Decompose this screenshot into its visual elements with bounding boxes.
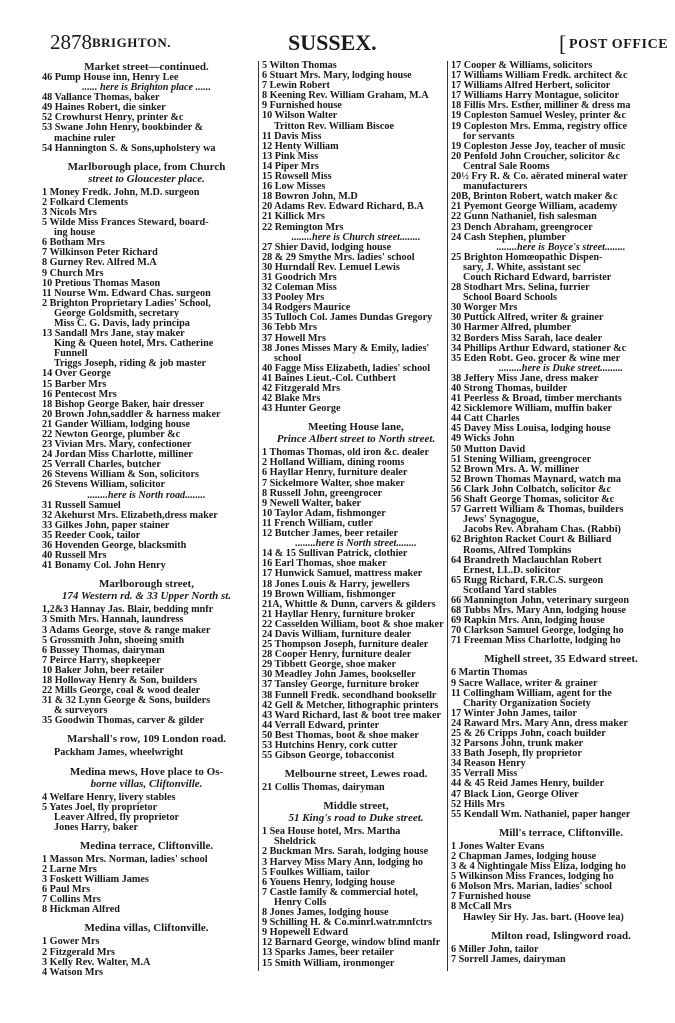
directory-entry: 12 Barnard George, window blind manfr — [262, 938, 441, 949]
directory-entry: 37 Howell Mrs — [262, 333, 326, 344]
entry-continuation: school — [274, 353, 302, 364]
directory-entry: Jews' Synagogue, — [463, 515, 539, 526]
directory-entry: Packham James, wheelwright — [54, 748, 184, 759]
directory-entry: 30 Meadley John James, bookseller — [262, 670, 416, 681]
street-heading: Medina mews, Hove place to Os- — [69, 765, 224, 778]
directory-entry: 52 Brown Mrs. A. W. milliner — [451, 464, 580, 475]
directory-entry: 42 Sicklemore William, muffin baker — [451, 404, 613, 415]
directory-entry: 15 Barber Mrs — [42, 379, 107, 390]
directory-entry: School Board Schools — [463, 293, 557, 304]
entry-continuation: & surveyors — [54, 706, 108, 717]
street-heading: Medina villas, Cliftonville. — [84, 922, 209, 935]
directory-entry: 17 Hunwick Samuel, mattress maker — [262, 569, 423, 580]
directory-entry: 35 Goodwin Thomas, carver & gilder — [42, 716, 205, 727]
directory-entry: Tritton Rev. William Biscoe — [274, 121, 394, 132]
directory-entry: 24 Cash Stephen, plumber — [451, 232, 566, 243]
directory-entry: 19 Copleston Samuel Wesley, printer &c — [451, 111, 627, 122]
directory-entry: 37 Tansley George, furniture broker — [262, 680, 420, 691]
directory-entry: 40 Strong Thomas, builder — [451, 384, 568, 394]
directory-entry: 18 Fillis Mrs. Esther, milliner & dress ma — [451, 101, 631, 112]
directory-entry: 35 Reeder Cook, tailor — [42, 530, 141, 541]
directory-entry: 15 Rowsell Miss — [262, 172, 332, 183]
directory-entry: 30 Hurndall Rev. Lemuel Lewis — [262, 262, 400, 273]
directory-entry: 4 Welfare Henry, livery stables — [42, 792, 176, 803]
directory-entry: 14 Piper Mrs — [262, 161, 319, 172]
directory-entry: 28 Cooper Henry, furniture dealer — [262, 650, 412, 661]
street-heading: Meeting House lane, — [308, 421, 404, 434]
directory-entry: 21 Killick Mrs — [262, 212, 325, 223]
directory-entry: 21A, Whittle & Dunn, carvers & gilders — [262, 599, 436, 610]
directory-entry: 1 Gower Mrs — [42, 937, 100, 948]
entry-continuation: Ernest, LL.D. solicitor — [463, 565, 561, 576]
directory-entry: 38 Jeffery Miss Jane, dress maker — [451, 373, 599, 384]
street-heading: Mighell street, 35 Edward street. — [484, 653, 638, 666]
directory-entry: Triggs Joseph, riding & job master — [54, 359, 207, 370]
street-subheading: street to Gloucester place. — [88, 172, 205, 185]
entry-continuation: Rooms, Alfred Tompkins — [463, 545, 572, 556]
directory-entry: 20 Brown John,saddler & harness maker — [42, 409, 221, 420]
entry-continuation: Funnell — [54, 349, 88, 360]
street-heading: Marshall's row, 109 London road. — [66, 733, 227, 746]
directory-entry: 7 Lewin Robert — [262, 81, 330, 92]
directory-entry: Couch Richard Edward, barrister — [463, 272, 612, 283]
continued-heading: Market street—continued. — [84, 61, 209, 73]
street-heading: Medina terrace, Cliftonville. — [79, 839, 214, 852]
directory-entry: 6 Bussey Thomas, dairyman — [42, 645, 165, 656]
directory-entry: 12 Henty William — [262, 141, 339, 152]
directory-columns — [42, 61, 668, 1011]
directory-entry: 35 Tulloch Col. James Dundas Gregory — [262, 313, 433, 324]
directory-entry: 17 Williams Harry Montague, solicitor — [451, 91, 619, 102]
directory-entry: 64 Brandreth Maclauchlan Robert — [451, 555, 602, 566]
directory-entry: 44 Catt Charles — [451, 414, 520, 425]
directory-entry: 3 Smith Mrs. Hannah, laundress — [42, 615, 184, 626]
directory-entry: 22 Newton George, plumber &c — [42, 430, 181, 440]
directory-entry: 7 Peirce Harry, shopkeeper — [42, 655, 161, 666]
directory-entry: 28 Stodhart Mrs. Selina, furrier — [451, 283, 590, 294]
directory-entry: 19 Copleston Jesse Joy, teacher of music — [451, 141, 626, 152]
directory-entry: 8 Jones James, lodging house — [262, 908, 389, 919]
directory-entry: 62 Brighton Racket Court & Billiard — [451, 535, 612, 546]
directory-entry: King & Queen hotel, Mrs. Catherine — [54, 339, 214, 350]
directory-entry: 11 French William, cutler — [262, 518, 373, 529]
street-heading: Mill's terrace, Cliftonville. — [498, 826, 623, 839]
town-heading: BRIGHTON. — [92, 35, 172, 50]
bracket-glyph: [ — [559, 31, 567, 56]
directory-entry: 26 Stevens William & Son, solicitors — [42, 470, 199, 481]
directory-entry: 32 Parsons John, trunk maker — [451, 739, 584, 750]
directory-entry: 21 Hayllar Henry, furniture broker — [262, 609, 416, 620]
directory-entry: 27 Shier David, lodging house — [262, 242, 392, 253]
directory-entry: 33 Bath Joseph, fly proprietor — [451, 749, 582, 760]
directory-entry: 46 Pump House inn, Henry Lee — [42, 73, 179, 83]
directory-entry: 13 Sandall Mrs Jane, stay maker — [42, 329, 185, 340]
directory-entry: 32 Borders Miss Sarah, lace dealer — [451, 333, 603, 344]
directory-entry: 8 Gurney Rev. Alfred M.A — [42, 258, 157, 269]
directory-entry: 6 Miller John, tailor — [451, 944, 539, 955]
directory-entry: 6 Martin Thomas — [451, 668, 528, 679]
directory-entry: 55 Gibson George, tobacconist — [262, 751, 395, 762]
directory-entry: 1 Sea House hotel, Mrs. Martha — [262, 827, 401, 838]
directory-entry: 41 Baines Lieut.-Col. Cuthbert — [262, 373, 396, 384]
directory-entry: 9 Sacre Wallace, writer & grainer — [451, 678, 598, 689]
directory-entry: 24 Davis William, furniture dealer — [262, 629, 412, 640]
directory-entry: 53 Hutchins Henry, cork cutter — [262, 741, 398, 751]
entry-continuation: Henry Colls — [274, 897, 327, 908]
directory-entry: 23 Dench Abraham, greengrocer — [451, 222, 593, 233]
directory-entry: 44 & 45 Reid James Henry, builder — [451, 779, 605, 790]
directory-entry: 8 Hickman Alfred — [42, 905, 120, 916]
street-subheading: borne villas, Cliftonville. — [90, 777, 203, 790]
entry-continuation: machine ruler — [54, 133, 116, 144]
entry-continuation: George Goldsmith, secretary — [54, 308, 180, 319]
entry-continuation: manufacturers — [463, 182, 528, 193]
directory-entry: 1 Jones Walter Evans — [451, 841, 545, 852]
directory-entry: 52 Hills Mrs — [451, 799, 505, 810]
directory-entry: 20 Penfold John Croucher, solicitor &c — [451, 151, 621, 162]
directory-entry: 7 Sickelmore Walter, shoe maker — [262, 478, 405, 489]
directory-entry: 1 Money Fredk. John, M.D. surgeon — [42, 187, 200, 198]
directory-entry: 9 Schilling H. & Co.minrl.watr.mnfctrs — [262, 918, 432, 929]
directory-entry: 25 Verrall Charles, butcher — [42, 460, 161, 471]
directory-entry: 9 Furnished house — [262, 101, 342, 112]
directory-entry: 18 Bowron John, M.D — [262, 192, 358, 203]
directory-entry: 21 Collis Thomas, dairyman — [262, 783, 385, 794]
directory-entry: 3 & 4 Nightingale Miss Eliza, lodging ho — [451, 862, 626, 873]
directory-entry: 10 Pretious Thomas Mason — [42, 278, 161, 289]
directory-entry: 2 Folkard Clements — [42, 197, 129, 208]
directory-entry: 14 Over George — [42, 369, 111, 380]
directory-entry: 5 Wilde Miss Frances Steward, board- — [42, 218, 209, 229]
directory-entry: 49 Haines Robert, die sinker — [42, 103, 166, 114]
directory-entry: 21 Gander William, lodging house — [42, 419, 191, 430]
county-heading: SUSSEX. — [288, 30, 377, 55]
directory-entry: 8 McCall Mrs — [451, 902, 512, 913]
directory-entry: 1 Thomas Thomas, old iron &c. dealer — [262, 448, 429, 459]
directory-entry: 22 Gunn Nathaniel, fish salesman — [451, 212, 597, 223]
directory-entry: 23 Vivian Mrs. Mary, confectioner — [42, 440, 192, 451]
directory-entry: 9 Church Mrs — [42, 268, 104, 279]
directory-entry: 42 Blake Mrs — [262, 394, 321, 405]
directory-entry: 22 Casselden William, boot & shoe maker — [262, 619, 444, 630]
street-heading: Marlborough place, from Church — [67, 160, 226, 173]
directory-entry: 18 Holloway Henry & Son, builders — [42, 675, 198, 686]
directory-entry: 52 Crowhurst Henry, printer &c — [42, 113, 184, 124]
directory-entry: 6 Stuart Mrs. Mary, lodging house — [262, 71, 412, 82]
directory-entry: 32 Coleman Miss — [262, 283, 337, 294]
street-heading: Middle street, — [323, 800, 389, 813]
directory-entry: 6 Youens Henry, lodging house — [262, 877, 395, 888]
directory-entry: 31 Goodrich Mrs — [262, 272, 337, 283]
street-junction-note: ........here is Church street........ — [291, 232, 421, 243]
directory-entry: 49 Wicks John — [451, 434, 515, 445]
directory-entry: 3 Adams George, stove & range maker — [42, 625, 211, 636]
directory-entry: 6 Paul Mrs — [42, 885, 91, 896]
directory-entry: 48 Vallance Thomas, baker — [42, 93, 160, 104]
directory-entry: 5 Yates Joel, fly proprietor — [42, 802, 158, 813]
directory-entry: 38 Jones Misses Mary & Emily, ladies' — [262, 343, 430, 354]
directory-entry: 5 Foulkes William, tailor — [262, 867, 370, 878]
directory-entry: 40 Russell Mrs — [42, 551, 107, 562]
directory-entry: 6 Hayllar Henry, furniture dealer — [262, 468, 408, 479]
column-3 — [447, 61, 671, 971]
directory-entry: 45 Davey Miss Louisa, lodging house — [451, 424, 611, 435]
directory-entry: 10 Taylor Adam, fishmonger — [262, 508, 386, 519]
directory-entry: 3 Nicols Mrs — [42, 207, 97, 218]
directory-entry: 7 Collins Mrs — [42, 895, 101, 906]
directory-entry: 54 Hannington S. & Sons,upholstery wa — [42, 143, 216, 154]
directory-entry: 13 Pink Miss — [262, 151, 319, 162]
directory-entry: 34 Rodgers Maurice — [262, 303, 351, 314]
entry-continuation: Sheldrick — [274, 837, 316, 848]
street-junction-note: ........here is North street........ — [295, 539, 417, 550]
directory-entry: 2 Larne Mrs — [42, 865, 97, 875]
directory-entry: 17 Williams Alfred Herbert, solicitor — [451, 81, 611, 92]
directory-entry: 40 Fagge Miss Elizabeth, ladies' school — [262, 363, 431, 374]
street-subheading: Prince Albert street to North street. — [276, 433, 436, 446]
directory-entry: 13 Sparks James, beer retailer — [262, 948, 394, 959]
directory-entry: 20B, Brinton Robert, watch maker &c — [451, 192, 618, 203]
directory-entry: 2 Brighton Proprietary Ladies' School, — [42, 298, 211, 309]
directory-entry: 34 Phillips Arthur Edward, stationer &c — [451, 343, 627, 354]
directory-entry: 11 Collingham William, agent for the — [451, 688, 612, 699]
directory-entry: 3 Harvey Miss Mary Ann, lodging ho — [262, 857, 424, 868]
directory-entry: 20 Adams Rev. Edward Richard, B.A — [262, 202, 424, 213]
directory-entry: 30 Puttick Alfred, writer & grainer — [451, 313, 604, 324]
directory-entry: 53 Swane John Henry, bookbinder & — [42, 123, 204, 134]
directory-entry: 9 Newell Walter, baker — [262, 498, 362, 509]
directory-entry: 20½ Fry R. & Co. aërated mineral water — [451, 172, 628, 183]
entry-continuation: Miss C. G. Davis, lady principa — [54, 318, 190, 329]
entry-continuation: Charity Organization Society — [463, 698, 591, 709]
directory-entry: 8 Russell John, greengrocer — [262, 488, 383, 499]
directory-entry: 69 Rapkin Mrs. Ann, lodging house — [451, 616, 605, 627]
directory-entry: 56 Clark John Colbatch, solicitor &c — [451, 484, 611, 495]
directory-entry: 25 Brighton Homœopathic Dispen- — [451, 252, 603, 263]
directory-entry: 50 Best Thomas, boot & shoe maker — [262, 730, 419, 741]
street-subheading: 174 Western rd. & 33 Upper North st. — [61, 590, 232, 603]
directory-entry: Hawley Sir Hy. Jas. bart. (Hoove lea) — [463, 912, 624, 923]
directory-entry: 7 Sorrell James, dairyman — [451, 954, 566, 965]
directory-entry: 17 Winter John James, tailor — [451, 708, 577, 719]
directory-entry: 1,2&3 Hannay Jas. Blair, bedding mnfr — [42, 605, 214, 616]
directory-entry: 6 Molson Mrs. Marian, ladies' school — [451, 882, 613, 893]
directory-entry: 11 Nourse Wm. Edward Chas. surgeon — [42, 288, 211, 299]
directory-entry: 26 Stevens William, solicitor — [42, 480, 166, 491]
directory-entry: 32 Akehurst Mrs. Elizabeth,dress maker — [42, 510, 218, 521]
directory-entry: 21 Pyemont George William, academy — [451, 202, 618, 213]
directory-entry: Jones Harry, baker — [54, 822, 139, 833]
directory-entry: 18 Bishop George Baker, hair dresser — [42, 399, 205, 410]
directory-entry: 44 Verrall Edward, printer — [262, 720, 380, 731]
directory-entry: 22 Remington Mrs — [262, 222, 344, 233]
page-header — [50, 30, 675, 56]
directory-entry: 7 Castle family & commercial hotel, — [262, 887, 418, 898]
directory-entry: Scotland Yard stables — [463, 585, 557, 596]
directory-entry: 36 Tebb Mrs — [262, 323, 317, 334]
directory-entry: 22 Mills George, coal & wood dealer — [42, 686, 201, 697]
street-subheading: 51 King's road to Duke street. — [288, 812, 424, 825]
directory-entry: 42 Fitzgerald Mrs — [262, 384, 341, 394]
directory-entry: 30 Worger Mrs — [451, 303, 518, 314]
directory-entry: 19 Brown William, fishmonger — [262, 589, 396, 600]
directory-entry: 3 Foskett William James — [42, 875, 149, 886]
entry-continuation: Jacobs Rev. Abraham Chas. (Rabbi) — [463, 525, 621, 536]
directory-entry: 17 Cooper & Williams, solicitors — [451, 61, 593, 71]
directory-entry: 7 Wilkinson Peter Richard — [42, 248, 158, 259]
directory-entry: 19 Copleston Mrs. Emma, registry office — [451, 121, 628, 132]
directory-entry: 35 Verrall Miss — [451, 769, 518, 780]
directory-entry: 16 Earl Thomas, shoe maker — [262, 559, 387, 570]
directory-entry: 24 Raward Mrs. Mary Ann, dress maker — [451, 718, 628, 729]
directory-entry: 71 Freeman Miss Charlotte, lodging ho — [451, 636, 621, 647]
entry-continuation: sary, J. White, assistant sec — [463, 262, 581, 273]
directory-entry: 7 Furnished house — [451, 892, 531, 903]
page-number: 2878 — [50, 30, 92, 54]
directory-entry: 36 Hovenden George, blacksmith — [42, 541, 187, 552]
street-heading: Marlborough street, — [99, 578, 194, 591]
directory-entry: 52 Brown Thomas Maynard, watch ma — [451, 474, 621, 485]
directory-entry: 18 Jones Louis & Harry, jewellers — [262, 579, 410, 590]
directory-entry: 42 Gell & Metcher, lithographic printers — [262, 700, 439, 711]
directory-entry: 56 Shaft George Thomas, solicitor &c — [451, 495, 615, 506]
directory-entry: 65 Rugg Richard, F.R.C.S. surgeon — [451, 575, 604, 586]
directory-entry: 28 & 29 Smythe Mrs. ladies' school — [262, 252, 415, 263]
directory-entry: 17 Williams William Fredk. architect &c — [451, 71, 628, 82]
post-office-heading — [559, 31, 668, 57]
street-junction-note: .........here is Duke street......... — [498, 363, 624, 374]
directory-entry: 25 & 26 Cripps John, coach builder — [451, 729, 606, 739]
directory-entry: 1 Masson Mrs. Norman, ladies' school — [42, 854, 208, 865]
directory-entry: 35 Eden Robt. Geo. grocer & wine mer — [451, 353, 621, 364]
directory-entry: 43 Ward Richard, last & boot tree maker — [262, 710, 442, 721]
directory-entry: 2 Fitzgerald Mrs — [42, 947, 115, 958]
directory-entry: Central Sale Rooms — [463, 161, 550, 172]
directory-entry: 2 Buckman Mrs. Sarah, lodging house — [262, 847, 429, 858]
directory-entry: 5 Wilton Thomas — [262, 61, 337, 71]
directory-entry: 47 Black Lion, George Oliver — [451, 789, 579, 800]
directory-entry: 9 Hopewell Edward — [262, 928, 349, 939]
directory-entry: 30 Harmer Alfred, plumber — [451, 323, 572, 334]
directory-entry: 14 & 15 Sullivan Patrick, clothier — [262, 549, 408, 560]
directory-entry: 3 Kelly Rev. Walter, M.A — [42, 957, 151, 968]
street-junction-note: ...... here is Brighton place ...... — [82, 83, 211, 94]
directory-entry: 4 Watson Mrs — [42, 967, 103, 978]
directory-entry: 29 Tibbett George, shoe maker — [262, 660, 397, 671]
directory-entry: 55 Kendall Wm. Nathaniel, paper hanger — [451, 809, 631, 820]
post-office-label: POST OFFICE — [568, 37, 669, 52]
directory-entry: 33 Pooley Mrs — [262, 293, 325, 304]
directory-entry: 24 Jordan Miss Charlotte, milliner — [42, 450, 193, 461]
entry-continuation: for servants — [463, 131, 515, 142]
directory-entry: 16 Low Misses — [262, 182, 326, 193]
column-1 — [42, 61, 251, 1011]
directory-entry: 57 Garrett William & Thomas, builders — [451, 505, 624, 516]
directory-entry: 15 Smith William, ironmonger — [262, 958, 395, 969]
directory-entry: 66 Mannington John, veterinary surgeon — [451, 595, 630, 606]
directory-entry: 10 Baker John, beer retailer — [42, 665, 164, 676]
directory-entry: 70 Clarkson Samuel George, lodging ho — [451, 626, 624, 637]
directory-entry: 43 Hunter George — [262, 404, 341, 415]
directory-entry: 25 Thompson Joseph, furniture dealer — [262, 640, 429, 651]
street-junction-note: ........here is North road........ — [87, 490, 206, 501]
street-heading: Melbourne street, Lewes road. — [284, 768, 428, 781]
column-2 — [258, 61, 450, 971]
directory-entry: 2 Holland William, dining rooms — [262, 458, 405, 469]
directory-entry: 41 Peerless & Broad, timber merchants — [451, 394, 622, 405]
directory-entry: 11 Davis Miss — [262, 131, 322, 142]
directory-entry: 5 Grossmith John, shoeing smith — [42, 635, 185, 646]
directory-entry: 6 Botham Mrs — [42, 238, 105, 249]
directory-entry: 31 Russell Samuel — [42, 500, 121, 511]
street-junction-note: ........here is Boyce's street........ — [496, 242, 626, 253]
directory-entry: 16 Pentecost Mrs — [42, 389, 117, 400]
directory-entry: 51 Stening William, greengrocer — [451, 454, 592, 465]
directory-entry: 41 Bonamy Col. John Henry — [42, 561, 166, 572]
directory-entry: 50 Mutton David — [451, 444, 526, 455]
directory-entry: 34 Reason Henry — [451, 759, 526, 770]
directory-entry: 68 Tubbs Mrs. Mary Ann, lodging house — [451, 606, 626, 617]
directory-entry: 38 Funnell Fredk. secondhand booksellr — [262, 690, 437, 701]
directory-entry: 31 & 32 Lynn George & Sons, builders — [42, 696, 211, 707]
directory-entry: 12 Butcher James, beer retailer — [262, 529, 399, 540]
directory-entry: 33 Gilkes John, paper stainer — [42, 520, 170, 531]
directory-entry: 5 Wilkinson Miss Frances, lodging ho — [451, 872, 614, 883]
directory-entry: 10 Wilson Walter — [262, 111, 338, 122]
directory-entry: 2 Chapman James, lodging house — [451, 851, 597, 862]
directory-entry: Leaver Alfred, fly proprietor — [54, 812, 180, 823]
entry-continuation: ing house — [54, 228, 96, 239]
street-heading: Milton road, Islingword road. — [491, 929, 631, 942]
directory-entry: 8 Keening Rev. William Graham, M.A — [262, 91, 429, 102]
